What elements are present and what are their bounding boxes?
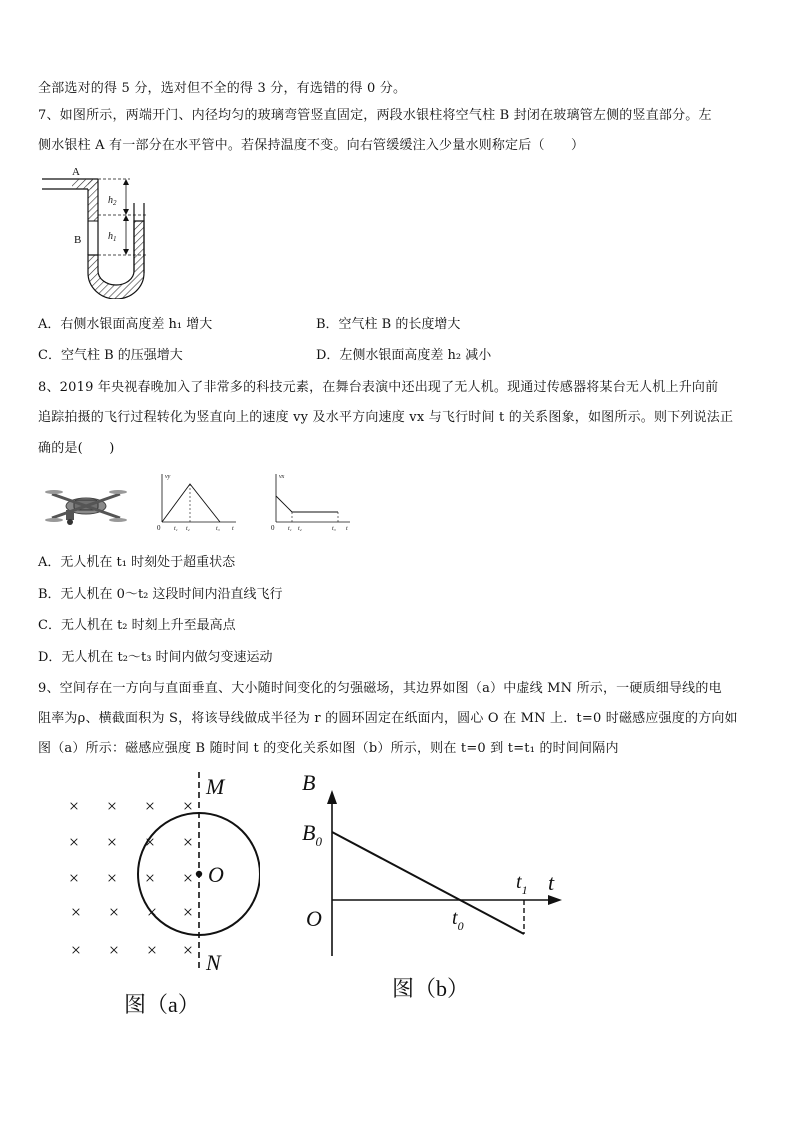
label-b0: $B_0$ [302,820,322,849]
vy-origin: 0 [157,524,161,532]
q7-u-tube-figure [38,163,168,299]
q7-option-b[interactable]: B．空气柱 B 的长度增大 [316,317,461,332]
cross-icon: × [108,940,120,960]
cross-markers [69,796,193,960]
vx-t2: t₂ [298,526,302,532]
q9-stem-line3: 图（a）所示：磁感应强度 B 随时间 t 的变化关系如图（b）所示，则在 t=0 到 t=t₁ 的时间间隔内 [38,741,619,756]
cross-icon: × [182,832,194,852]
cross-icon: × [182,868,194,888]
q8-option-d[interactable]: D．无人机在 t₂～t₃ 时间内做匀变速运动 [38,650,273,665]
magnetic-field-figure-a [60,768,260,1024]
cross-icon: × [182,940,194,960]
label-h1: $h_1$ [108,231,117,243]
vx-t3: t₃ [332,526,336,532]
label-o: O [208,862,224,887]
cross-icon: × [144,832,156,852]
cross-icon: × [68,832,80,852]
b-t-graph-figure-b [296,768,576,1008]
cross-icon: × [106,868,118,888]
vx-t1: t₁ [288,526,292,532]
cross-icon: × [182,796,194,816]
label-m: M [206,774,225,799]
vx-t: t [346,526,348,532]
cross-icon: × [106,796,118,816]
label-b-axis: B [302,770,316,795]
drone-illustration [44,482,128,530]
cross-icon: × [106,832,118,852]
label-b: B [74,234,82,246]
mercury-column-a-vertical [88,179,98,221]
vy-t1: t₁ [174,526,178,532]
q7-option-c[interactable]: C．空气柱 B 的压强增大 [38,348,183,363]
q8-stem-line3: 确的是( ) [38,441,115,456]
cross-icon: × [146,940,158,960]
label-h2: $h_2$ [108,195,117,207]
label-origin: O [306,906,322,931]
center-o-dot [196,871,202,877]
q8-option-b[interactable]: B．无人机在 0～t₂ 这段时间内沿直线飞行 [38,587,283,602]
cross-icon: × [68,796,80,816]
vx-origin: 0 [271,524,275,532]
label-a: A [72,166,80,178]
vx-t-graph [266,470,356,534]
cross-icon: × [68,868,80,888]
caption-b: 图（b） [392,976,470,1001]
cross-icon: × [182,902,194,922]
cross-icon: × [108,902,120,922]
label-t-axis: t [548,870,555,895]
caption-a: 图（a） [124,992,200,1017]
label-t1: $t_1$ [516,871,528,897]
q7-option-d[interactable]: D．左侧水银面高度差 h₂ 减小 [316,348,492,363]
vy-t2: t₂ [186,526,190,532]
vy-axis-label: vy [165,474,171,480]
cross-icon: × [146,902,158,922]
q8-option-a[interactable]: A．无人机在 t₁ 时刻处于超重状态 [38,555,236,570]
q8-stem-line1: 8、2019 年央视春晚加入了非常多的科技元素，在舞台表演中还出现了无人机。现通过传感器将某台无人机上升向前 [38,380,719,395]
q7-stem-line1: 7、如图所示，两端开门、内径均匀的玻璃弯管竖直固定，两段水银柱将空气柱 B 封闭在玻璃管左侧的竖直部分。左 [38,108,712,123]
q8-stem-line2: 追踪拍摄的飞行过程转化为竖直向上的速度 vy 及水平方向速度 vx 与飞行时间 t 的关系图象，如图所示。则下列说法正 [38,410,734,425]
vy-t-graph [152,470,242,534]
q8-option-c[interactable]: C．无人机在 t₂ 时刻上升至最高点 [38,618,236,633]
label-t0: $t_0$ [452,907,464,933]
b-vs-t-line [332,832,524,934]
vy-t: t [232,526,234,532]
cross-icon: × [144,796,156,816]
q7-stem-line2: 侧水银柱 A 有一部分在水平管中。若保持温度不变。向右管缓缓注入少量水则称定后（ ） [38,138,585,153]
scoring-note: 全部选对的得 5 分，选对但不全的得 3 分，有选错的得 0 分。 [38,81,407,96]
cross-icon: × [144,868,156,888]
cross-icon: × [70,902,82,922]
q7-option-a[interactable]: A．右侧水银面高度差 h₁ 增大 [38,317,213,332]
q9-stem-line2: 阻率为ρ、横截面积为 S，将该导线做成半径为 r 的圆环固定在纸面内，圆心 O 在 MN 上．t=0 时磁感应强度的方向如 [38,711,738,726]
vx-axis-label: vx [279,474,285,480]
cross-icon: × [70,940,82,960]
label-n: N [206,950,221,975]
vy-t3: t₃ [216,526,220,532]
q9-stem-line1: 9、空间存在一方向与直面垂直、大小随时间变化的匀强磁场，其边界如图（a）中虚线 MN 所示，一硬质细导线的电 [38,681,722,696]
